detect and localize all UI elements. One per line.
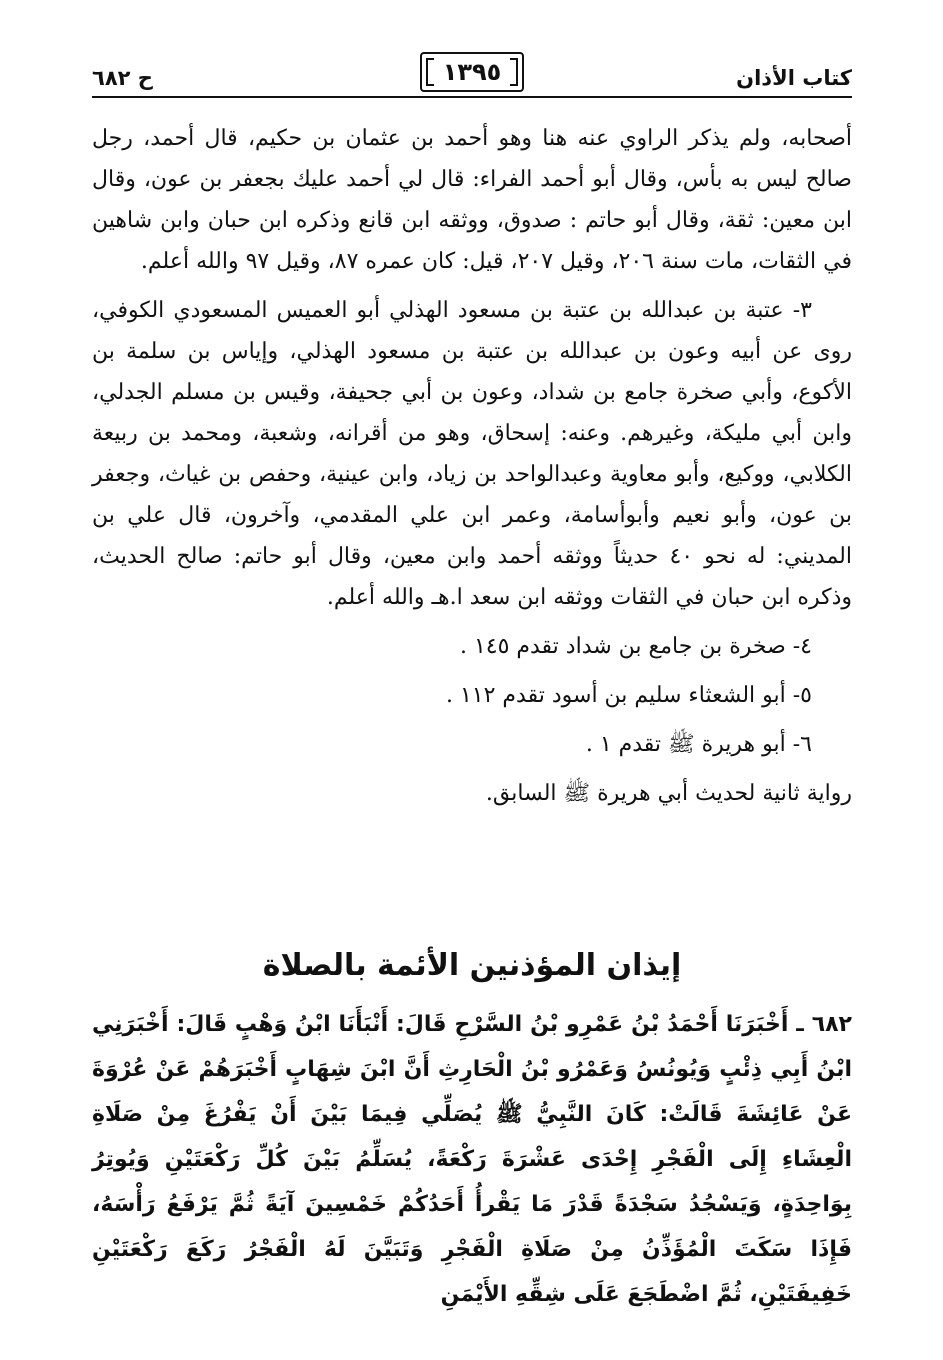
header-divider: [92, 96, 852, 98]
narrator-item-4: ٤- صخرة بن جامع بن شداد تقدم ١٤٥ .: [459, 634, 812, 659]
hadith-text-block: [92, 1002, 852, 1317]
narrator-item-6: ٦- أبو هريرة ﷺ تقدم ١ .: [585, 732, 812, 757]
closing-line: رواية ثانية لحديث أبي هريرة ﷺ السابق.: [485, 781, 852, 806]
hadith-text: ٦٨٢ ـ أَخْبَرَنَا أَحْمَدُ بْنُ عَمْرِو بْنُ السَّرْحِ قَالَ: أَنْبَأَنَا ابْنُ وَهْبٍ قَالَ: أَخْبَرَنِي ابْنُ أَبِي ذِئْبٍ وَيُونُسُ وَعَمْرُو بْنُ الْحَارِثِ أَنَّ ابْنَ شِهَابٍ أَخْبَرَهُمْ عَنْ عُرْوَةَ عَنْ عَائِشَةَ قَالَتْ: كَانَ النَّبِيُّ ﷺ يُصَلِّي فِيمَا بَيْنَ أَنْ يَفْرُغَ مِنْ صَلَاةِ الْعِشَاءِ إِلَى الْفَجْرِ إِحْدَى عَشْرَةَ رَكْعَةً، يُسَلِّمُ بَيْنَ كُلِّ رَكْعَتَيْنِ وَيُوتِرُ بِوَاحِدَةٍ، وَيَسْجُدُ سَجْدَةً قَدْرَ مَا يَقْرأُ أَحَدُكُمْ خَمْسِينَ آيَةً ثُمَّ يَرْفَعُ رَأْسَهُ، فَإِذَا سَكَتَ الْمُؤَذِّنُ مِنْ صَلَاةِ الْفَجْرِ وَتَبَيَّنَ لَهُ الْفَجْرُ رَكَعَ رَكْعَتَيْنِ خَفِيفَتَيْنِ، ثُمَّ اضْطَجَعَ عَلَى شِقِّهِ الأَيْمَنِ: [92, 1012, 852, 1307]
page-number: ١٣٩٥: [442, 58, 502, 86]
narrator-item-5: ٥- أبو الشعثاء سليم بن أسود تقدم ١١٢ .: [445, 683, 812, 708]
running-title: كتاب الأذان: [736, 66, 852, 90]
chapter-heading: إيذان المؤذنين الأئمة بالصلاة: [262, 948, 682, 983]
hadith-reference: ح ٦٨٢: [92, 66, 153, 90]
commentary-paragraph-2: ٣- عتبة بن عبدالله بن عتبة بن مسعود الهذلي أبو العميس المسعودي الكوفي، روى عن أبيه وعون بن عبدالله بن عتبة بن مسعود الهذلي، وإياس بن سلمة بن الأكوع، وأبي صخرة جامع بن شداد، وعون بن أبي جحيفة، وقيس بن مسلم الجدلي، وابن أبي مليكة، وغيرهم. وعنه: إسحاق، وهو من أقرانه، وشعبة، ومحمد بن ربيعة الكلابي، ووكيع، وأبو معاوية وعبدالواحد بن زياد، وابن عينية، وحفص بن غياث، وجعفر بن عون، وأبو نعيم وأبوأسامة، وعمر ابن علي المقدمي، وآخرون، قال علي بن المديني: له نحو ٤٠ حديثاً ووثقه أحمد وابن معين، وقال أبو حاتم: صالح الحديث، وذكره ابن حبان في الثقات ووثقه ابن سعد ا.هـ والله أعلم.: [92, 298, 853, 610]
page-number-box: [420, 52, 524, 92]
commentary-paragraph-1: أصحابه، ولم يذكر الراوي عنه هنا وهو أحمد بن عثمان بن حكيم، قال أحمد، رجل صالح ليس به بأس، وقال أبو أحمد الفراء: قال لي أحمد عليك بجعفر بن عون، وقال ابن معين: ثقة، وقال أبو حاتم : صدوق، ووثقه ابن قانع وذكره ابن حبان وابن شاهين في الثقات، مات سنة ٢٠٦، وقيل ٢٠٧، قيل: كان عمره ٨٧، وقيل ٩٧ والله أعلم.: [92, 126, 852, 274]
page-header: [92, 52, 852, 96]
commentary-body: [92, 118, 852, 814]
